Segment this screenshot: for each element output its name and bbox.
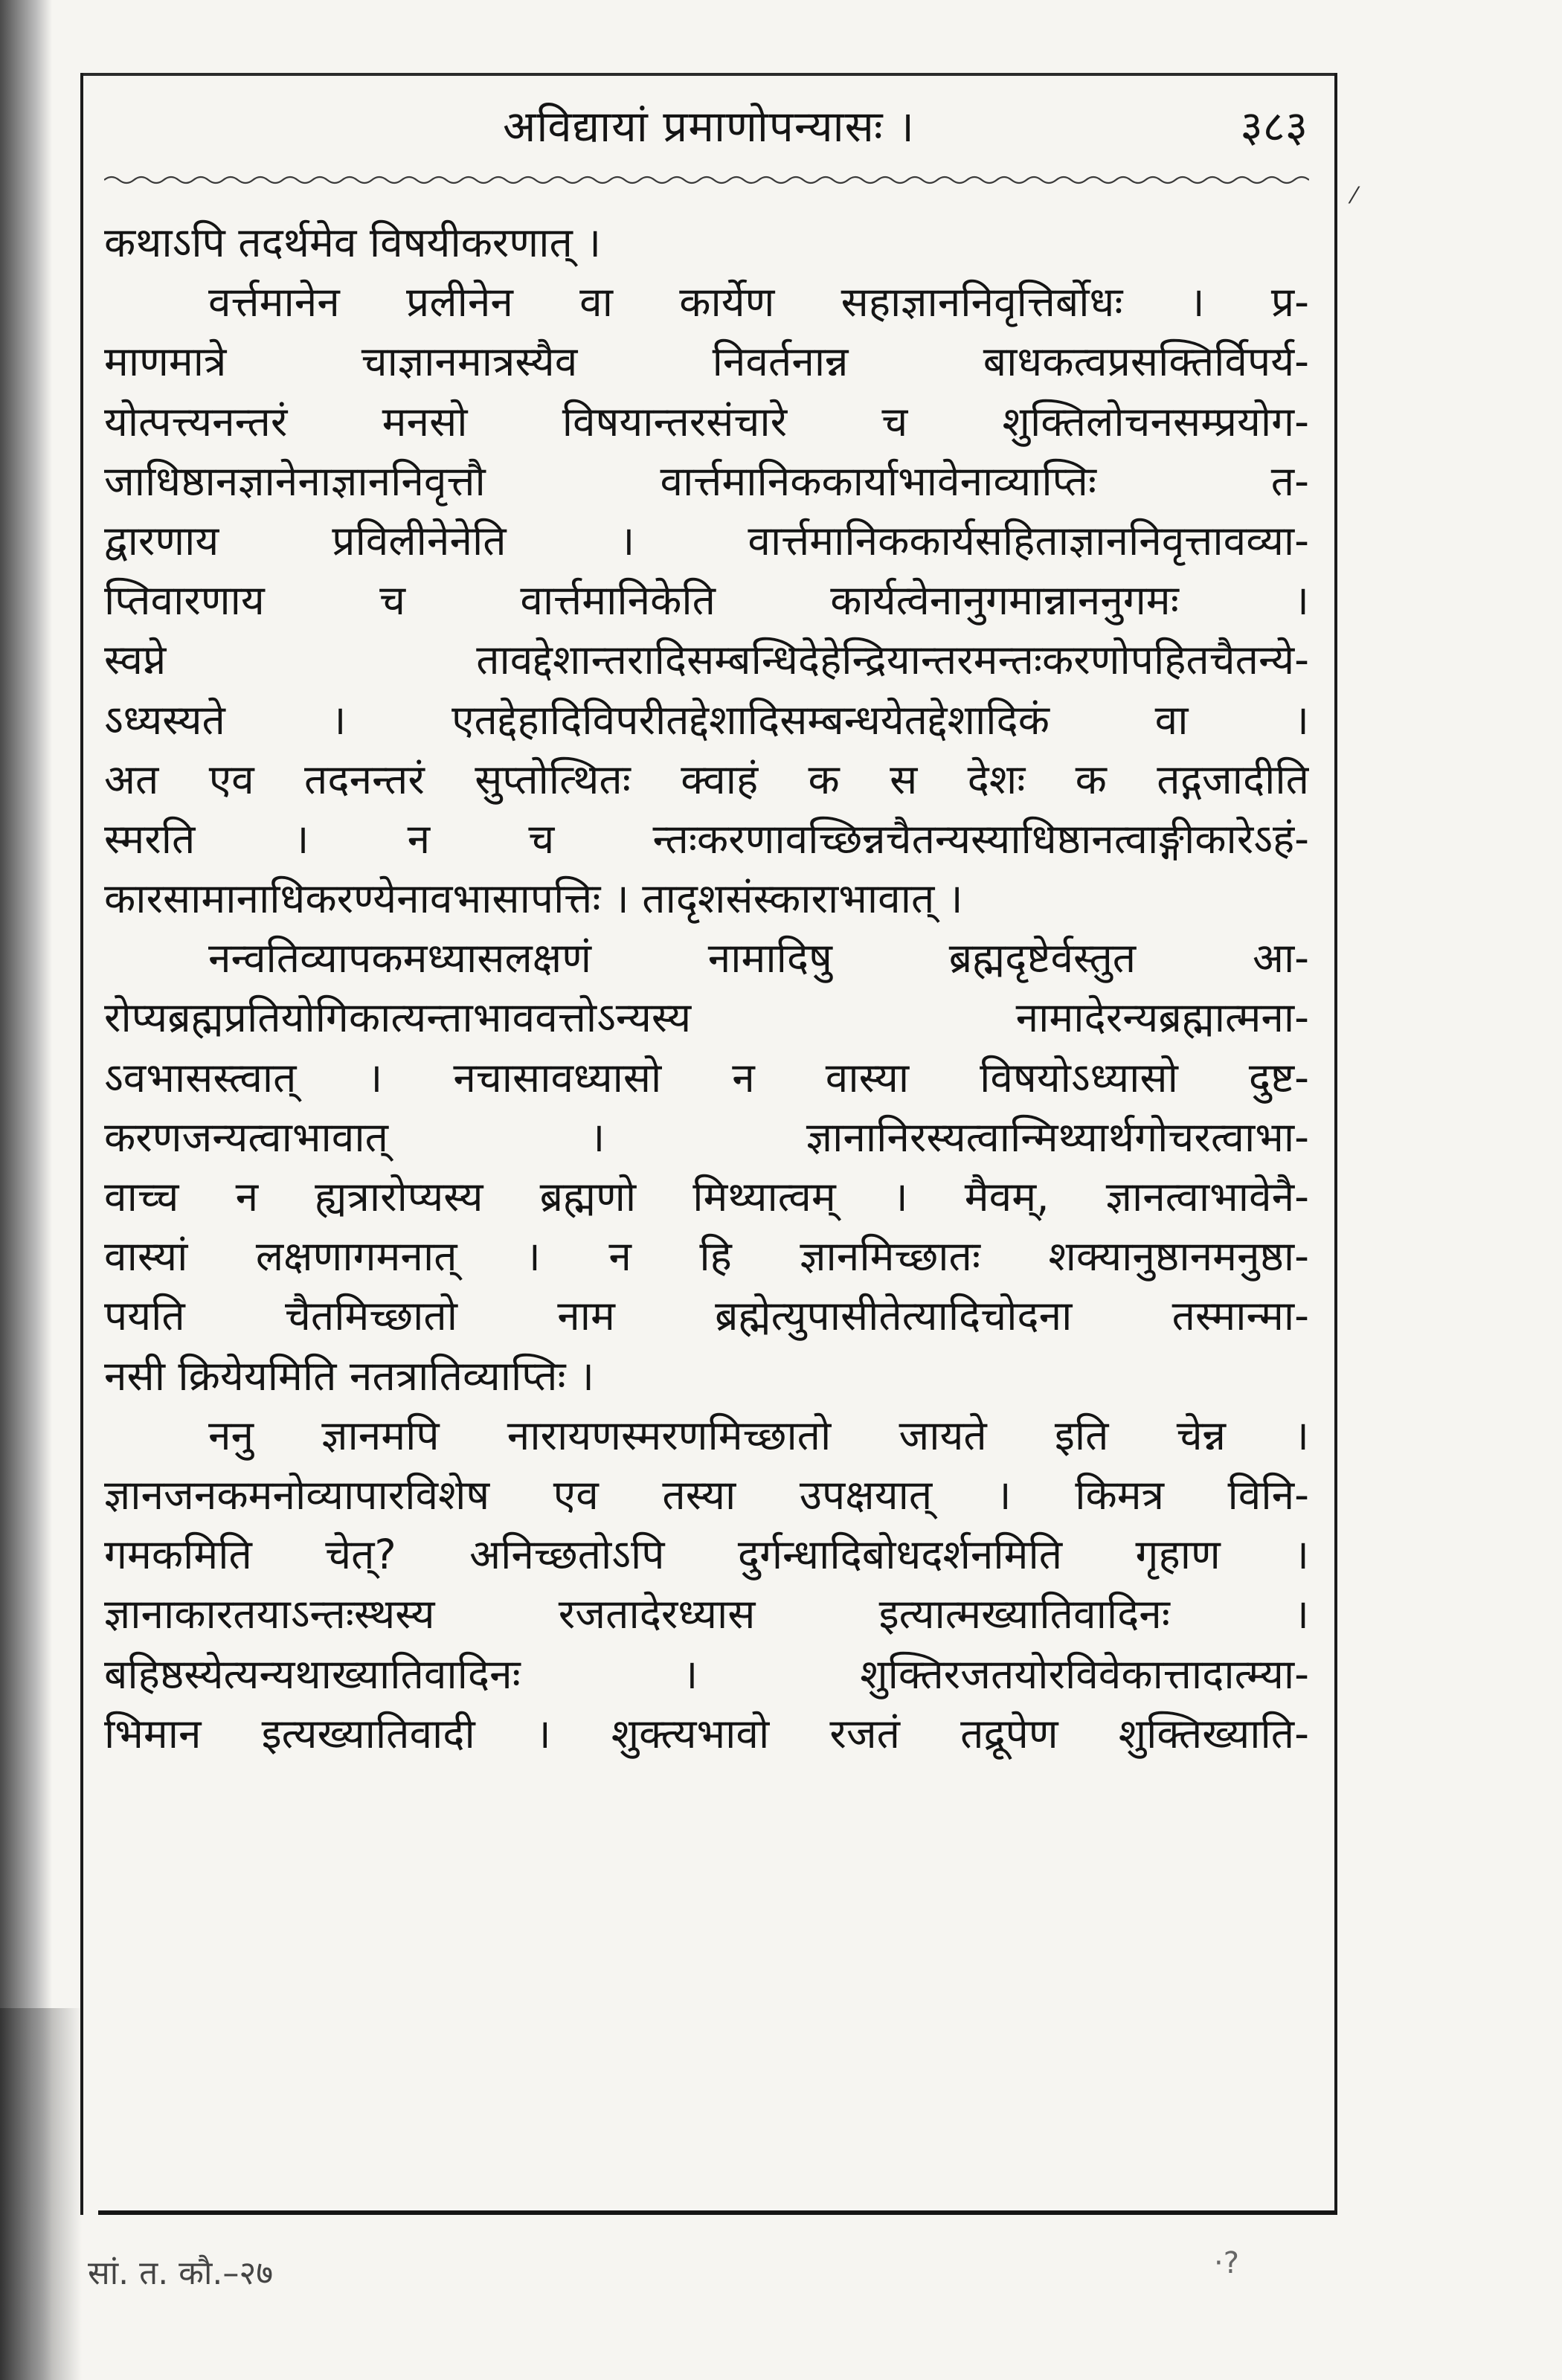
- frame-left-rule: [80, 73, 83, 2215]
- signature-mark: सां. त. कौ.–२७: [88, 2254, 274, 2292]
- text-line: माणमात्रे चाज्ञानमात्रस्यैव निवर्तनान्न बाधकत्वप्रसक्तिर्विपर्य-: [104, 338, 1309, 386]
- text-line: बहिष्ठस्येत्यन्यथाख्यातिवादिनः । शुक्तिरजतयोरविवेकात्तादात्म्या-: [104, 1650, 1309, 1698]
- text-line: कारसामानाधिकरण्येनावभासापत्तिः । तादृशसंस्काराभावात् ।: [104, 875, 963, 923]
- text-line: रोप्यब्रह्मप्रतियोगिकात्यन्ताभाववत्तोऽन्यस्य नामादेरन्यब्रह्मात्मना-: [104, 994, 1309, 1042]
- text-line: स्मरति । न च न्तःकरणावच्छिन्नचैतन्यस्याधिष्ठानत्वाङ्गीकारेऽहं-: [104, 814, 1309, 863]
- text-line: नसी क्रियेयमिति नतत्रातिव्याप्तिः ।: [104, 1351, 594, 1400]
- text-line: द्वारणाय प्रविलीनेनेति । वार्त्तमानिककार्यसहिताज्ञाननिवृत्तावव्या-: [104, 516, 1309, 565]
- frame-right-rule: [1334, 73, 1337, 2215]
- text-line: स्वप्ने तावद्देशान्तरादिसम्बन्धिदेहेन्द्रियान्तरमन्तःकरणोपहितचैतन्ये-: [104, 636, 1309, 684]
- frame-bottom-rule: [98, 2210, 1337, 2215]
- text-line: ज्ञानजनकमनोव्यापारविशेष एव तस्या उपक्षयात् । किमत्र विनि-: [104, 1470, 1309, 1519]
- running-head-title: अविद्यायां प्रमाणोपन्यासः ।: [503, 101, 915, 152]
- text-line: अत एव तदनन्तरं सुप्तोत्थितः क्वाहं क स देशः क तद्गजादीति: [104, 755, 1309, 803]
- text-line: भिमान इत्यख्यातिवादी । शुक्त्यभावो रजतं तद्रूपेण शुक्तिख्याति-: [104, 1709, 1309, 1757]
- margin-mark: ⁄: [1352, 183, 1357, 209]
- text-line: जाधिष्ठानज्ञानेनाज्ञाननिवृत्तौ वार्त्तमानिककार्याभावेनाव्याप्तिः त-: [104, 457, 1309, 505]
- text-line: ननु ज्ञानमपि नारायणस्मरणमिच्छातो जायते इति चेन्न ।: [208, 1411, 1309, 1459]
- text-line: वाच्च न ह्यत्रारोप्यस्य ब्रह्मणो मिथ्यात्वम् । मैवम्, ज्ञानत्वाभावेनै-: [104, 1173, 1309, 1220]
- text-line: प्तिवारणाय च वार्त्तमानिकेति कार्यत्वेनानुगमान्नाननुगमः ।: [104, 576, 1309, 625]
- text-line: ऽवभासस्त्वात् । नचासावध्यासो न वास्या विषयोऽध्यासो दुष्ट-: [104, 1053, 1309, 1101]
- text-line: गमकमिति चेत्? अनिच्छतोऽपि दुर्गन्धादिबोधदर्शनमिति गृहाण ।: [104, 1531, 1309, 1579]
- running-head: [80, 88, 1337, 155]
- text-line: ज्ञानाकारतयाऽन्तःस्थस्य रजतादेरध्यास इत्यात्मख्यातिवादिनः ।: [104, 1590, 1309, 1638]
- text-line: वर्त्तमानेन प्रलीनेन वा कार्येण सहाज्ञाननिवृत्तिर्बोधः । प्र-: [208, 278, 1309, 327]
- text-line: वास्यां लक्षणागमनात् । न हि ज्ञानमिच्छातः शक्यानुष्ठानमनुष्ठा-: [104, 1232, 1309, 1281]
- text-line: कथाऽपि तदर्थमेव विषयीकरणात् ।: [104, 219, 602, 266]
- text-line: करणजन्यत्वाभावात् । ज्ञानानिरस्यत्वान्मिथ्यार्थगोचरत्वाभा-: [104, 1113, 1309, 1161]
- footer-mark: ·?: [1214, 2246, 1239, 2280]
- text-line: नन्वतिव्यापकमध्यासलक्षणं नामादिषु ब्रह्मदृष्टेर्वस्तुत आ-: [208, 934, 1309, 982]
- binding-edge: [0, 2008, 82, 2380]
- text-line: योत्पत्त्यनन्तरं मनसो विषयान्तरसंचारे च शुक्तिलोचनसम्प्रयोग-: [104, 397, 1309, 446]
- body-text: [104, 213, 1309, 1763]
- page-number: ३८३: [1240, 101, 1308, 152]
- wavy-divider: [104, 173, 1309, 187]
- frame-top-rule: [80, 73, 1337, 76]
- text-line: ऽध्यस्यते । एतद्देहादिविपरीतद्देशादिसम्बन्धयेतद्देशादिकं वा ।: [104, 695, 1309, 744]
- text-line: पयति चैतमिच्छातो नाम ब्रह्मेत्युपासीतेत्यादिचोदना तस्मान्मा-: [104, 1292, 1309, 1340]
